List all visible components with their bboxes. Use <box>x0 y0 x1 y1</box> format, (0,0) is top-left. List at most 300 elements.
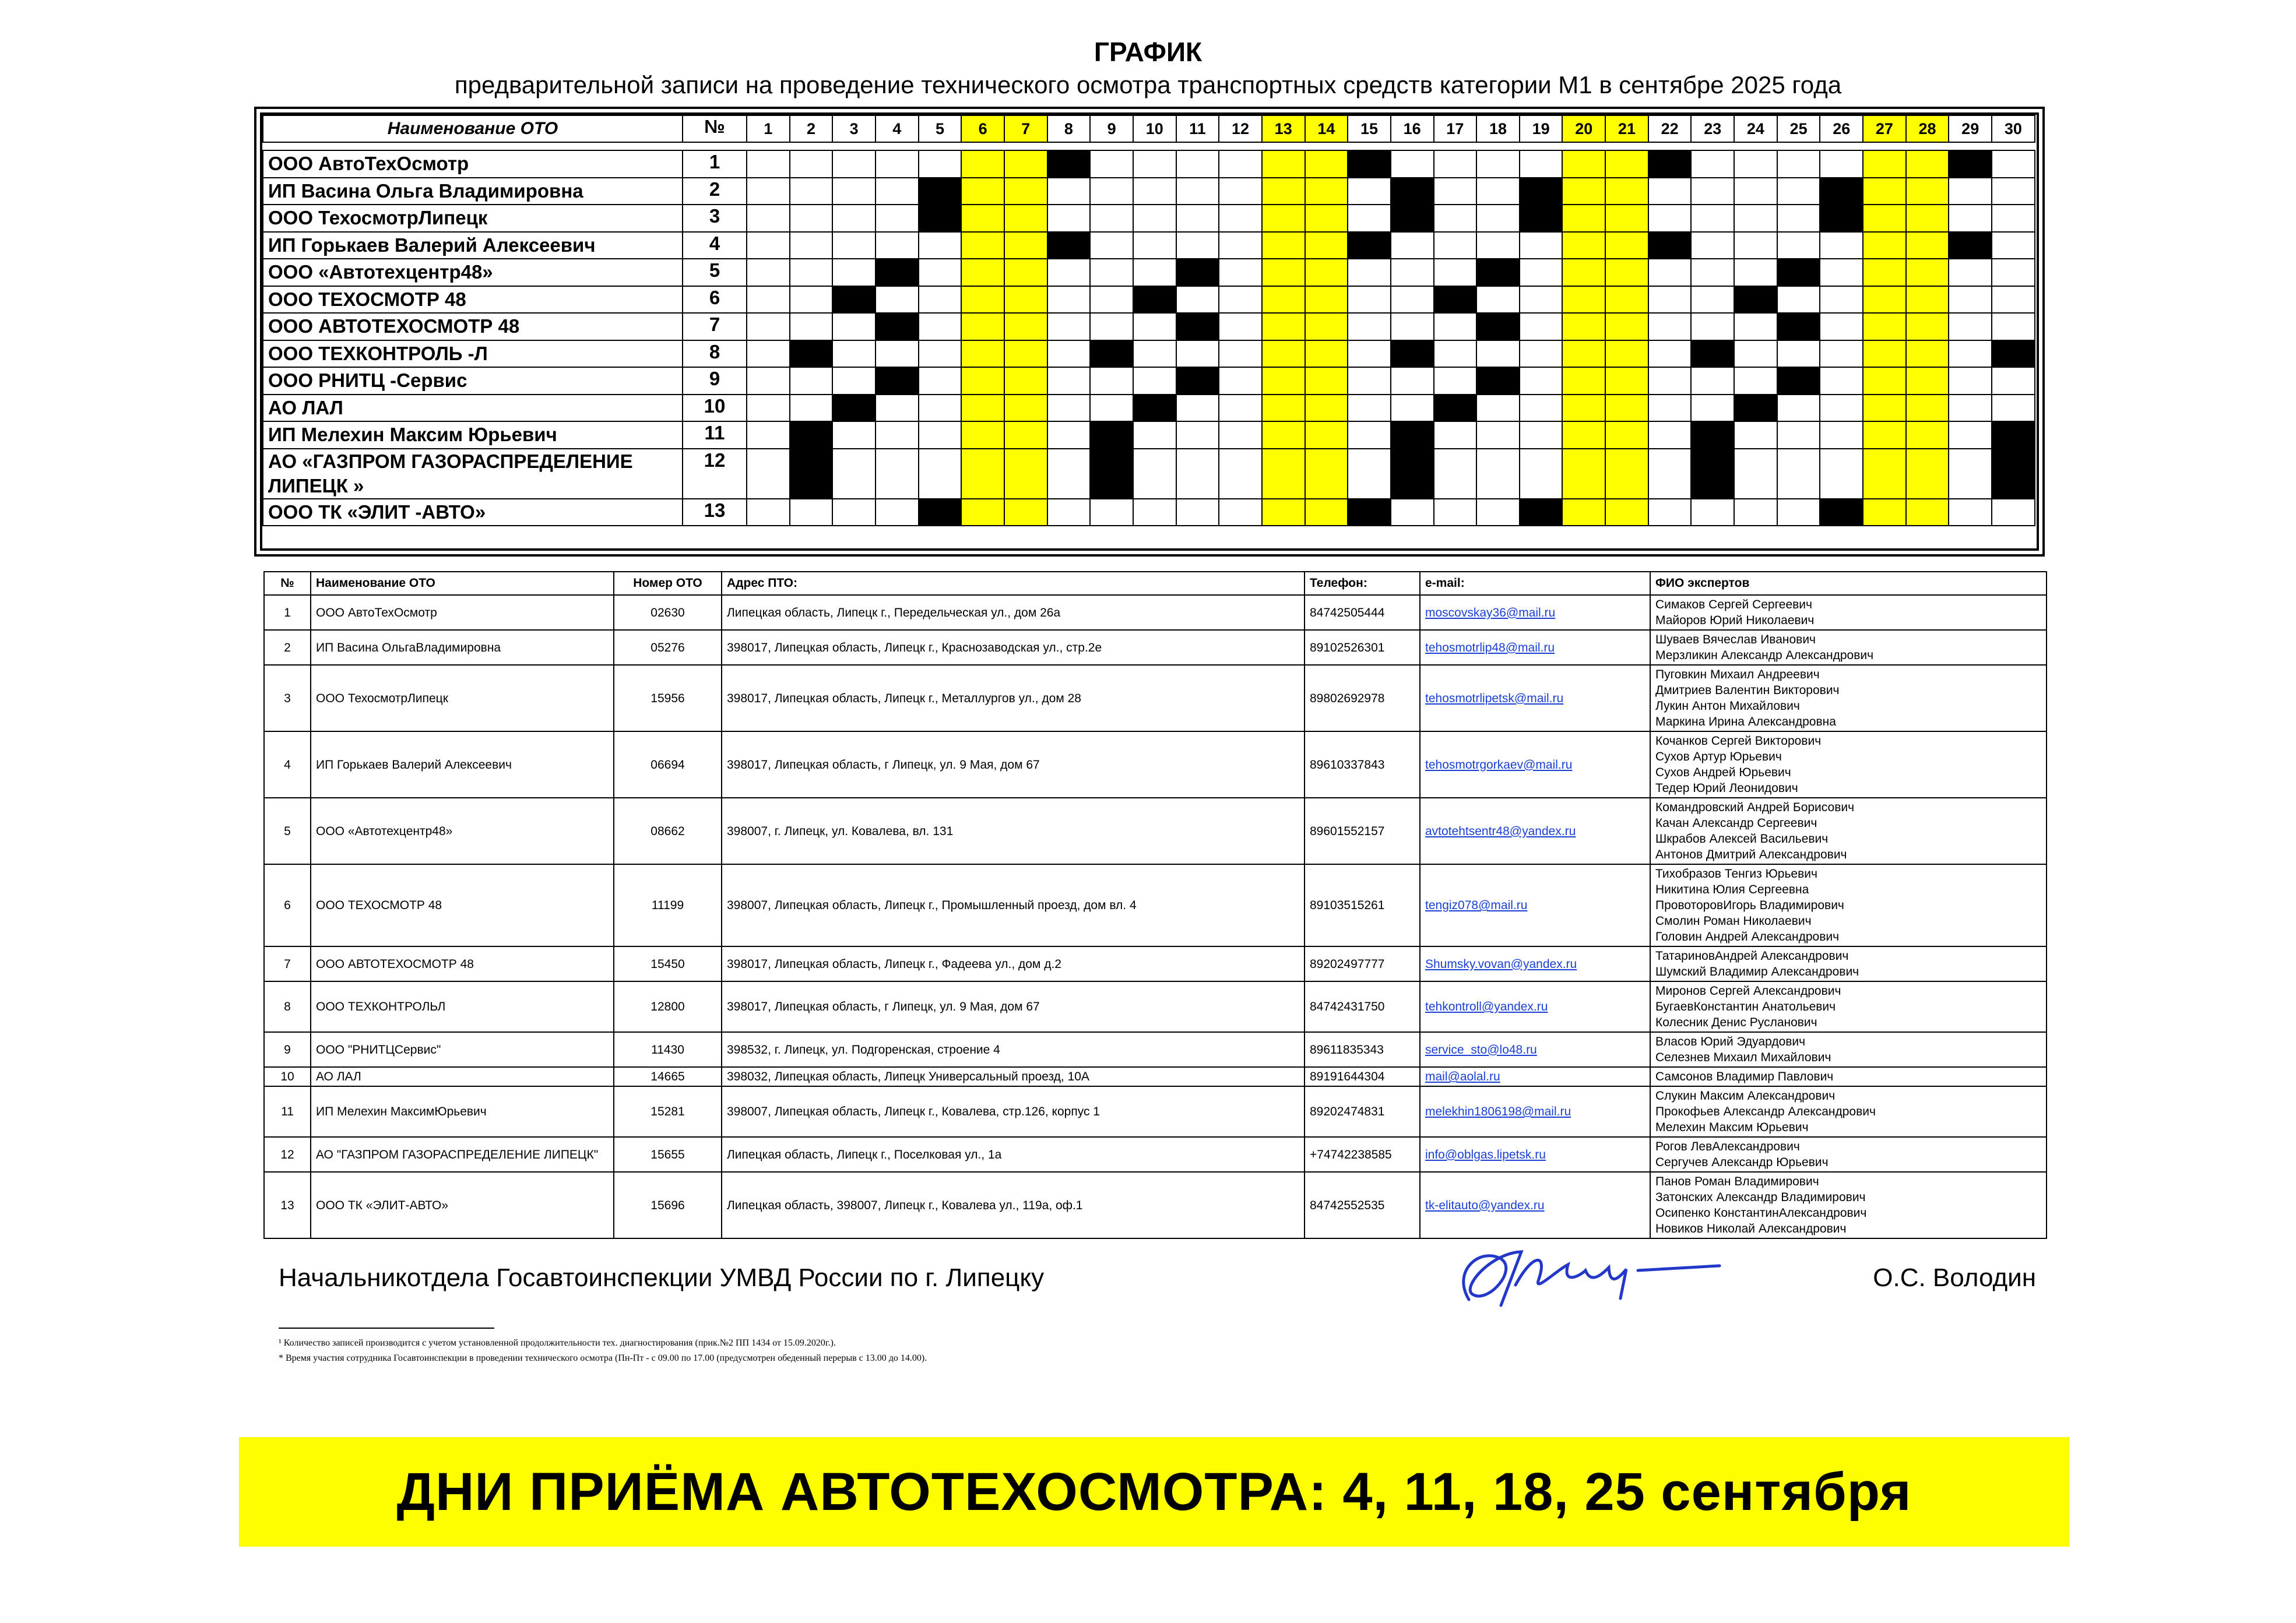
experts <box>1650 1137 2047 1172</box>
oto-number: 4 <box>683 232 747 259</box>
weekend-day-cell <box>1906 340 1949 368</box>
expert-name: Симаков Сергей Сергеевич <box>1655 598 1812 611</box>
weekend-day-cell <box>961 178 1004 205</box>
oto-name: АО «ГАЗПРОМ ГАЗОРАСПРЕДЕЛЕНИЕ ЛИПЕЦК » <box>263 449 683 499</box>
booked-day-cell <box>1391 340 1434 368</box>
booked-day-cell <box>1348 232 1391 259</box>
expert-name: Командровский Андрей Борисович <box>1655 801 1855 814</box>
phone: 89202474831 <box>1305 1086 1420 1137</box>
booked-day-cell <box>919 205 962 232</box>
day-cell <box>1520 449 1563 499</box>
day-cell <box>1348 449 1391 499</box>
day-header: 3 <box>832 115 875 142</box>
day-cell <box>1777 395 1820 422</box>
booked-day-cell <box>1090 449 1133 499</box>
day-cell <box>1047 259 1091 286</box>
day-cell <box>1777 178 1820 205</box>
expert-name: Тедер Юрий Леонидович <box>1655 781 1798 795</box>
day-cell <box>747 449 790 499</box>
day-cell <box>875 178 919 205</box>
day-header: 2 <box>790 115 833 142</box>
day-cell <box>1648 205 1692 232</box>
day-cell <box>1391 499 1434 526</box>
day-cell <box>1949 340 1992 368</box>
email: tehosmotrlip48@mail.ru <box>1420 630 1650 665</box>
day-cell <box>1949 449 1992 499</box>
booked-day-cell <box>875 313 919 340</box>
day-header: 7 <box>1004 115 1047 142</box>
weekend-day-cell <box>1305 395 1348 422</box>
schedule-row <box>263 232 2035 259</box>
weekend-day-cell <box>1562 421 1605 449</box>
day-cell <box>1820 421 1863 449</box>
day-cell <box>1434 313 1477 340</box>
booked-day-cell <box>832 395 875 422</box>
day-cell <box>1047 499 1091 526</box>
row-number: 3 <box>264 665 311 731</box>
day-cell <box>1176 150 1219 178</box>
day-cell <box>1133 259 1176 286</box>
booked-day-cell <box>1391 449 1434 499</box>
weekend-day-cell <box>1262 286 1305 314</box>
pto-address: 398532, г. Липецк, ул. Подгоренская, строение 4 <box>722 1032 1305 1067</box>
phone: +74742238585 <box>1305 1137 1420 1172</box>
day-cell <box>1391 367 1434 395</box>
day-cell <box>1992 313 2035 340</box>
day-cell <box>1691 205 1734 232</box>
oto-number: 2 <box>683 178 747 205</box>
expert-name: Никитина Юлия Сергеевна <box>1655 883 1809 896</box>
day-cell <box>747 499 790 526</box>
day-cell <box>1434 150 1477 178</box>
oto-code: 11430 <box>614 1032 722 1067</box>
oto-code: 15956 <box>614 665 722 731</box>
pto-address: 398007, Липецкая область, Липецк г., Промышленный проезд, дом вл. 4 <box>722 864 1305 946</box>
row-number: 13 <box>264 1172 311 1238</box>
info-row <box>264 1086 2047 1137</box>
experts <box>1650 731 2047 798</box>
day-cell <box>1648 313 1692 340</box>
weekend-day-cell <box>1605 367 1648 395</box>
oto-name: АО ЛАЛ <box>263 395 683 422</box>
day-cell <box>1133 340 1176 368</box>
day-cell <box>1176 421 1219 449</box>
day-cell <box>1949 395 1992 422</box>
day-cell <box>1820 232 1863 259</box>
day-cell <box>1348 367 1391 395</box>
day-cell <box>1176 205 1219 232</box>
day-cell <box>1520 286 1563 314</box>
day-cell <box>1133 178 1176 205</box>
booked-day-cell <box>1434 395 1477 422</box>
day-cell <box>1777 205 1820 232</box>
day-cell <box>1476 499 1520 526</box>
day-header: 28 <box>1906 115 1949 142</box>
oto-name: ИП Горькаев Валерий Алексеевич <box>311 731 614 798</box>
day-cell <box>1047 395 1091 422</box>
weekend-day-cell <box>1605 150 1648 178</box>
day-header: 1 <box>747 115 790 142</box>
oto-number: 11 <box>683 421 747 449</box>
day-header: 12 <box>1219 115 1262 142</box>
booked-day-cell <box>1391 178 1434 205</box>
weekend-day-cell <box>1906 178 1949 205</box>
day-cell <box>1648 286 1692 314</box>
day-cell <box>1348 313 1391 340</box>
booked-day-cell <box>1090 340 1133 368</box>
day-cell <box>1176 232 1219 259</box>
booked-day-cell <box>1777 259 1820 286</box>
day-cell <box>832 178 875 205</box>
experts <box>1650 864 2047 946</box>
day-cell <box>1348 395 1391 422</box>
day-cell <box>1219 150 1262 178</box>
schedule-row <box>263 313 2035 340</box>
weekend-day-cell <box>1305 499 1348 526</box>
weekend-day-cell <box>1262 178 1305 205</box>
weekend-day-cell <box>1605 286 1648 314</box>
phone: 89102526301 <box>1305 630 1420 665</box>
oto-number: 5 <box>683 259 747 286</box>
experts <box>1650 665 2047 731</box>
booked-day-cell <box>1047 150 1091 178</box>
oto-name: АО ЛАЛ <box>311 1067 614 1086</box>
booked-day-cell <box>1434 286 1477 314</box>
weekend-day-cell <box>1262 232 1305 259</box>
weekend-day-cell <box>1605 178 1648 205</box>
phone: 84742552535 <box>1305 1172 1420 1238</box>
email: Shumsky.vovan@yandex.ru <box>1420 946 1650 981</box>
info-header: ФИО экспертов <box>1650 572 2047 595</box>
day-cell <box>1949 286 1992 314</box>
day-cell <box>875 340 919 368</box>
day-cell <box>919 340 962 368</box>
expert-name: Лукин Антон Михайлович <box>1655 699 1800 713</box>
day-cell <box>1391 259 1434 286</box>
booked-day-cell <box>1992 421 2035 449</box>
day-cell <box>790 232 833 259</box>
day-cell <box>1691 150 1734 178</box>
day-cell <box>1090 499 1133 526</box>
booked-day-cell <box>1133 286 1176 314</box>
expert-name: Прокофьев Александр Александрович <box>1655 1105 1876 1118</box>
oto-number: 3 <box>683 205 747 232</box>
day-cell <box>1047 178 1091 205</box>
weekend-day-cell <box>961 150 1004 178</box>
schedule-row <box>263 259 2035 286</box>
expert-name: Панов Роман Владимирович <box>1655 1175 1819 1188</box>
day-cell <box>1090 178 1133 205</box>
email: tk-elitauto@yandex.ru <box>1420 1172 1650 1238</box>
row-number: 5 <box>264 798 311 864</box>
document-subtitle: предварительной записи на проведение технического осмотра транспортных средств категории М1 в сентябре 2025 года <box>454 71 1842 98</box>
day-cell <box>1520 232 1563 259</box>
info-row <box>264 981 2047 1032</box>
oto-name: ООО ТК «ЭЛИТ -АВТО» <box>263 499 683 526</box>
day-cell <box>1820 150 1863 178</box>
booked-day-cell <box>875 259 919 286</box>
weekend-day-cell <box>1004 286 1047 314</box>
oto-code: 15450 <box>614 946 722 981</box>
day-cell <box>1090 286 1133 314</box>
day-header: 4 <box>875 115 919 142</box>
info-header: e-mail: <box>1420 572 1650 595</box>
booked-day-cell <box>1348 499 1391 526</box>
day-cell <box>790 259 833 286</box>
oto-name: ИП Васина Ольга Владимировна <box>263 178 683 205</box>
weekend-day-cell <box>1562 395 1605 422</box>
oto-code: 02630 <box>614 595 722 630</box>
expert-name: Селезнев Михаил Михайлович <box>1655 1051 1831 1064</box>
day-cell <box>1820 367 1863 395</box>
day-cell <box>1219 286 1262 314</box>
expert-name: Сергучев Александр Юрьевич <box>1655 1156 1829 1169</box>
day-cell <box>1820 313 1863 340</box>
booked-day-cell <box>1648 150 1692 178</box>
day-cell <box>1090 259 1133 286</box>
day-cell <box>919 232 962 259</box>
day-cell <box>747 340 790 368</box>
weekend-day-cell <box>1262 259 1305 286</box>
pto-address: 398017, Липецкая область, Липецк г., Металлургов ул., дом 28 <box>722 665 1305 731</box>
day-cell <box>1219 395 1262 422</box>
expert-name: Колесник Денис Русланович <box>1655 1016 1817 1029</box>
pto-address: 398017, Липецкая область, Липецк г., Фадеева ул., дом д.2 <box>722 946 1305 981</box>
oto-code: 15655 <box>614 1137 722 1172</box>
info-header: Телефон: <box>1305 572 1420 595</box>
expert-name: Сухов Андрей Юрьевич <box>1655 766 1791 779</box>
weekend-day-cell <box>1004 205 1047 232</box>
weekend-day-cell <box>961 286 1004 314</box>
day-cell <box>1992 232 2035 259</box>
day-cell <box>1520 367 1563 395</box>
booked-day-cell <box>1090 421 1133 449</box>
day-cell <box>1949 499 1992 526</box>
day-cell <box>1648 395 1692 422</box>
row-number: 7 <box>264 946 311 981</box>
weekend-day-cell <box>1863 150 1906 178</box>
day-cell <box>1133 367 1176 395</box>
oto-number: 1 <box>683 150 747 178</box>
weekend-day-cell <box>1262 313 1305 340</box>
day-cell <box>1734 449 1777 499</box>
weekend-day-cell <box>1863 340 1906 368</box>
pto-address: Липецкая область, Липецк г., Передельческая ул., дом 26а <box>722 595 1305 630</box>
expert-name: Мерзликин Александр Александрович <box>1655 649 1874 662</box>
day-cell <box>1391 395 1434 422</box>
day-cell <box>1219 499 1262 526</box>
phone: 89191644304 <box>1305 1067 1420 1086</box>
day-cell <box>1820 449 1863 499</box>
day-cell <box>1691 499 1734 526</box>
day-cell <box>747 313 790 340</box>
day-cell <box>875 421 919 449</box>
weekend-day-cell <box>1004 421 1047 449</box>
day-cell <box>1176 178 1219 205</box>
weekend-day-cell <box>1906 286 1949 314</box>
day-cell <box>832 205 875 232</box>
phone: 89610337843 <box>1305 731 1420 798</box>
weekend-day-cell <box>1605 313 1648 340</box>
day-cell <box>1219 313 1262 340</box>
info-row <box>264 630 2047 665</box>
schedule-row <box>263 150 2035 178</box>
oto-code: 12800 <box>614 981 722 1032</box>
expert-name: Маркина Ирина Александровна <box>1655 715 1836 728</box>
weekend-day-cell <box>1004 499 1047 526</box>
oto-number: 7 <box>683 313 747 340</box>
day-cell <box>875 499 919 526</box>
weekend-day-cell <box>1004 449 1047 499</box>
phone: 84742431750 <box>1305 981 1420 1032</box>
day-cell <box>1434 205 1477 232</box>
day-cell <box>1777 449 1820 499</box>
booked-day-cell <box>790 340 833 368</box>
day-cell <box>1476 286 1520 314</box>
experts <box>1650 798 2047 864</box>
day-cell <box>1520 421 1563 449</box>
weekend-day-cell <box>1863 259 1906 286</box>
oto-name: ООО АВТОТЕХОСМОТР 48 <box>311 946 614 981</box>
booked-day-cell <box>1734 395 1777 422</box>
day-cell <box>1820 395 1863 422</box>
pto-address: Липецкая область, 398007, Липецк г., Ковалева ул., 119а, оф.1 <box>722 1172 1305 1238</box>
row-number: 1 <box>264 595 311 630</box>
oto-code: 08662 <box>614 798 722 864</box>
email: tengiz078@mail.ru <box>1420 864 1650 946</box>
weekend-day-cell <box>1262 150 1305 178</box>
day-cell <box>1434 421 1477 449</box>
weekend-day-cell <box>961 395 1004 422</box>
weekend-day-cell <box>1906 367 1949 395</box>
day-header: 30 <box>1992 115 2035 142</box>
day-cell <box>1434 259 1477 286</box>
day-cell <box>1734 178 1777 205</box>
booked-day-cell <box>1777 313 1820 340</box>
booked-day-cell <box>1777 367 1820 395</box>
day-cell <box>1090 150 1133 178</box>
schedule-frame <box>254 107 2045 557</box>
booked-day-cell <box>1691 449 1734 499</box>
day-cell <box>1820 340 1863 368</box>
day-cell <box>1734 150 1777 178</box>
oto-code: 15696 <box>614 1172 722 1238</box>
number-column-header: № <box>683 115 747 142</box>
signature-image <box>1446 1230 1725 1317</box>
oto-name: ООО АвтоТехОсмотр <box>263 150 683 178</box>
expert-name: Миронов Сергей Александрович <box>1655 984 1841 998</box>
day-cell <box>1090 232 1133 259</box>
oto-name: ООО ТК «ЭЛИТ-АВТО» <box>311 1172 614 1238</box>
day-cell <box>747 259 790 286</box>
oto-info-table <box>263 571 2047 1239</box>
day-cell <box>875 205 919 232</box>
oto-name: ООО ТЕХОСМОТР 48 <box>263 286 683 314</box>
booked-day-cell <box>1176 259 1219 286</box>
weekend-day-cell <box>1906 259 1949 286</box>
chief-title: Начальникотдела Госавтоинспекции УМВД России по г. Липецку <box>279 1263 1045 1292</box>
day-header: 25 <box>1777 115 1820 142</box>
day-cell <box>1434 232 1477 259</box>
day-cell <box>790 286 833 314</box>
day-cell <box>1648 178 1692 205</box>
day-cell <box>832 421 875 449</box>
info-row <box>264 665 2047 731</box>
day-cell <box>1777 150 1820 178</box>
day-cell <box>1734 367 1777 395</box>
day-cell <box>1691 395 1734 422</box>
weekend-day-cell <box>1906 449 1949 499</box>
weekend-day-cell <box>1863 395 1906 422</box>
expert-name: ТатариновАндрей Александрович <box>1655 949 1849 963</box>
expert-name: Слукин Максим Александрович <box>1655 1089 1836 1103</box>
day-cell <box>1734 499 1777 526</box>
weekend-day-cell <box>1305 259 1348 286</box>
booked-day-cell <box>1992 340 2035 368</box>
day-cell <box>790 205 833 232</box>
day-cell <box>1133 421 1176 449</box>
day-cell <box>832 232 875 259</box>
row-number: 11 <box>264 1086 311 1137</box>
oto-number: 6 <box>683 286 747 314</box>
pto-address: 398007, г. Липецк, ул. Ковалева, вл. 131 <box>722 798 1305 864</box>
day-header: 14 <box>1305 115 1348 142</box>
row-number: 2 <box>264 630 311 665</box>
weekend-day-cell <box>1004 340 1047 368</box>
booked-day-cell <box>875 367 919 395</box>
day-cell <box>1219 205 1262 232</box>
day-cell <box>1691 259 1734 286</box>
expert-name: Тихобразов Тенгиз Юрьевич <box>1655 867 1817 881</box>
day-header: 9 <box>1090 115 1133 142</box>
day-cell <box>875 232 919 259</box>
weekend-day-cell <box>1906 150 1949 178</box>
oto-name: ООО ТЕХОСМОТР 48 <box>311 864 614 946</box>
info-row <box>264 1032 2047 1067</box>
day-cell <box>1090 395 1133 422</box>
weekend-day-cell <box>1305 313 1348 340</box>
oto-code: 15281 <box>614 1086 722 1137</box>
day-cell <box>1520 340 1563 368</box>
day-cell <box>1348 286 1391 314</box>
booked-day-cell <box>1476 367 1520 395</box>
day-cell <box>1691 313 1734 340</box>
weekend-day-cell <box>1906 421 1949 449</box>
info-header: Номер ОТО <box>614 572 722 595</box>
day-cell <box>1434 499 1477 526</box>
expert-name: Смолин Роман Николаевич <box>1655 914 1812 928</box>
day-header: 21 <box>1605 115 1648 142</box>
weekend-day-cell <box>1562 205 1605 232</box>
day-cell <box>1734 232 1777 259</box>
oto-number: 9 <box>683 367 747 395</box>
oto-name: ООО АвтоТехОсмотр <box>311 595 614 630</box>
day-cell <box>1348 340 1391 368</box>
day-cell <box>832 313 875 340</box>
day-cell <box>747 178 790 205</box>
day-cell <box>1348 259 1391 286</box>
experts <box>1650 981 2047 1032</box>
weekend-day-cell <box>961 313 1004 340</box>
day-cell <box>747 395 790 422</box>
day-cell <box>1090 205 1133 232</box>
day-cell <box>1047 421 1091 449</box>
day-cell <box>1047 313 1091 340</box>
day-header: 27 <box>1863 115 1906 142</box>
weekend-day-cell <box>1562 259 1605 286</box>
info-row <box>264 946 2047 981</box>
day-cell <box>919 395 962 422</box>
